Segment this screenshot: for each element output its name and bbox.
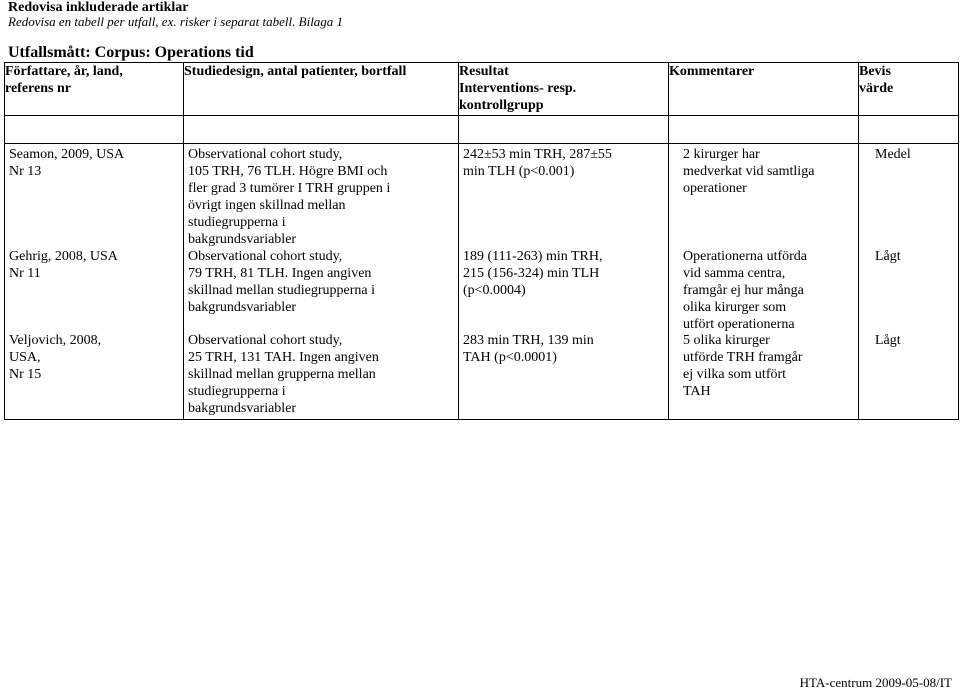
- result-gehrig: 189 (111-263) min TRH, 215 (156-324) min TLH (p<0.0004): [463, 249, 603, 298]
- column-header-design: Studiedesign, antal patienter, bortfall: [184, 63, 459, 116]
- comment-seamon: 2 kirurger har medverkat vid samtliga operationer: [683, 147, 815, 196]
- result-veljovich: 283 min TRH, 139 min TAH (p<0.0001): [463, 333, 594, 365]
- column-header-evidence: Bevis värde: [859, 63, 959, 116]
- author-cell: [5, 144, 184, 420]
- table-body-row: [5, 144, 959, 420]
- evidence-cell: [859, 144, 959, 420]
- page-subtitle: Redovisa en tabell per utfall, ex. risker i separat tabell. Bilaga 1: [8, 14, 344, 29]
- column-header-comments: Kommentarer: [669, 63, 859, 116]
- comment-veljovich: 5 olika kirurger utförde TRH framgår ej vilka som utfört TAH: [683, 333, 803, 399]
- page-title: Redovisa inkluderade artiklar: [8, 0, 189, 15]
- column-header-author: Författare, år, land, referens nr: [5, 63, 184, 116]
- result-cell: [459, 144, 669, 420]
- table-header-row: [5, 63, 959, 116]
- footer-text: HTA-centrum 2009-05-08/IT: [799, 675, 952, 690]
- outcome-heading: Utfallsmått: Corpus: Operations tid: [8, 44, 254, 61]
- evidence-veljovich: Lågt: [875, 333, 901, 348]
- comment-cell: [669, 144, 859, 420]
- evidence-table: [4, 62, 959, 420]
- author-gehrig: Gehrig, 2008, USA Nr 11: [9, 249, 118, 281]
- author-veljovich: Veljovich, 2008, USA, Nr 15: [9, 333, 102, 382]
- spacer-row: [5, 116, 959, 144]
- result-seamon: 242±53 min TRH, 287±55 min TLH (p<0.001): [463, 147, 612, 179]
- evidence-seamon: Medel: [875, 147, 911, 162]
- design-gehrig: Observational cohort study, 79 TRH, 81 TLH. Ingen angiven skillnad mellan studiegrupperna i bakgrundsvariabler: [188, 249, 376, 315]
- author-seamon: Seamon, 2009, USA Nr 13: [9, 147, 125, 179]
- evidence-gehrig: Lågt: [875, 249, 901, 264]
- design-seamon: Observational cohort study, 105 TRH, 76 TLH. Högre BMI och fler grad 3 tumörer I TRH gruppen i övrigt ingen skillnad mellan studiegrupperna i bakgrundsvariabler: [188, 147, 391, 247]
- column-header-result: Resultat Interventions- resp. kontrollgrupp: [459, 63, 669, 116]
- design-veljovich: Observational cohort study, 25 TRH, 131 TAH. Ingen angiven skillnad mellan grupperna mellan studiegrupperna i bakgrundsvariabler: [188, 333, 379, 416]
- design-cell: [184, 144, 459, 420]
- comment-gehrig: Operationerna utförda vid samma centra, framgår ej hur många olika kirurger som utfört operationerna: [683, 249, 807, 332]
